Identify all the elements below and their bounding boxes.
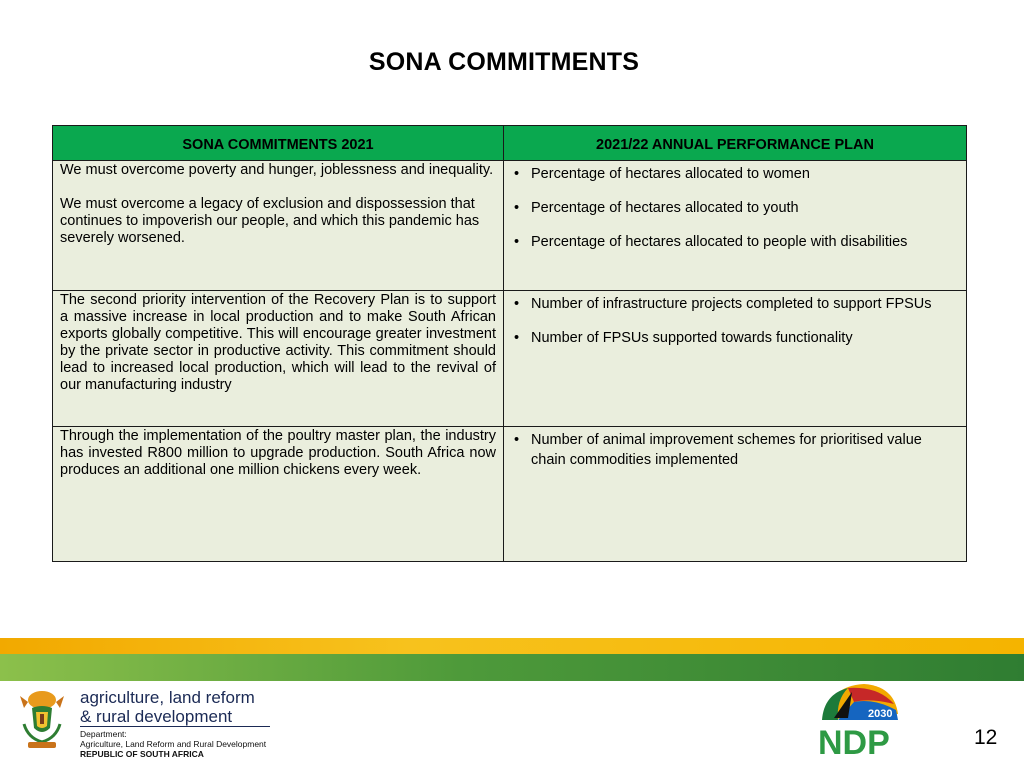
table-row [53,427,967,562]
commitment-cell [53,291,504,427]
commitment-text: We must overcome a legacy of exclusion and dispossession that continues to impoverish our people, and which this pandemic has severely worsened. [60,196,480,246]
plan-cell [504,161,967,291]
footer-band-green [0,654,1024,681]
table-row [53,161,967,291]
plan-item: • Percentage of hectares allocated to youth [511,198,959,218]
plan-cell [504,291,967,427]
commitment-text: The second priority intervention of the Recovery Plan is to support a massive increase in local production and to make South African exports globally competitive. This will encourage greater investment by the private sector in productive activity. This commitment should lead to increased local production, which will lead to the revival of our manufacturing industry [60,292,496,393]
page-title: SONA COMMITMENTS [368,48,640,76]
table-header-row [53,126,967,161]
plan-item: • Number of FPSUs supported towards functionality [511,328,959,348]
ndp-2030-logo [808,680,904,760]
commitment-text: We must overcome poverty and hunger, joblessness and inequality. [60,162,494,178]
department-subtitle: Department: Agriculture, Land Reform and Rural Development REPUBLIC OF SOUTH AFRICA [80,729,267,759]
page-number: 12 [974,726,998,749]
commitment-cell [53,161,504,291]
plan-cell [504,427,967,562]
column-header-app: 2021/22 ANNUAL PERFORMANCE PLAN [504,126,967,161]
department-divider [80,726,270,727]
footer-band-yellow [0,638,1024,654]
plan-item: • Percentage of hectares allocated to people with disabilities [511,232,959,252]
commitment-cell [53,427,504,562]
commitment-text: Through the implementation of the poultry master plan, the industry has invested R800 million to upgrade production. South Africa now produces an additional one million chickens every week. [60,428,496,478]
ndp-text: NDP [818,724,890,760]
coat-of-arms-icon [14,688,70,752]
column-header-sona: SONA COMMITMENTS 2021 [53,126,504,161]
table-row [53,291,967,427]
commitments-table [52,125,967,562]
department-name: agriculture, land reform & rural development [80,688,255,726]
department-logo [14,688,274,758]
plan-item: • Percentage of hectares allocated to women [511,164,959,184]
plan-item: • Number of animal improvement schemes for prioritised value chain commodities implemented [511,430,959,470]
ndp-year: 2030 [868,708,893,720]
plan-item: • Number of infrastructure projects completed to support FPSUs [511,294,959,314]
